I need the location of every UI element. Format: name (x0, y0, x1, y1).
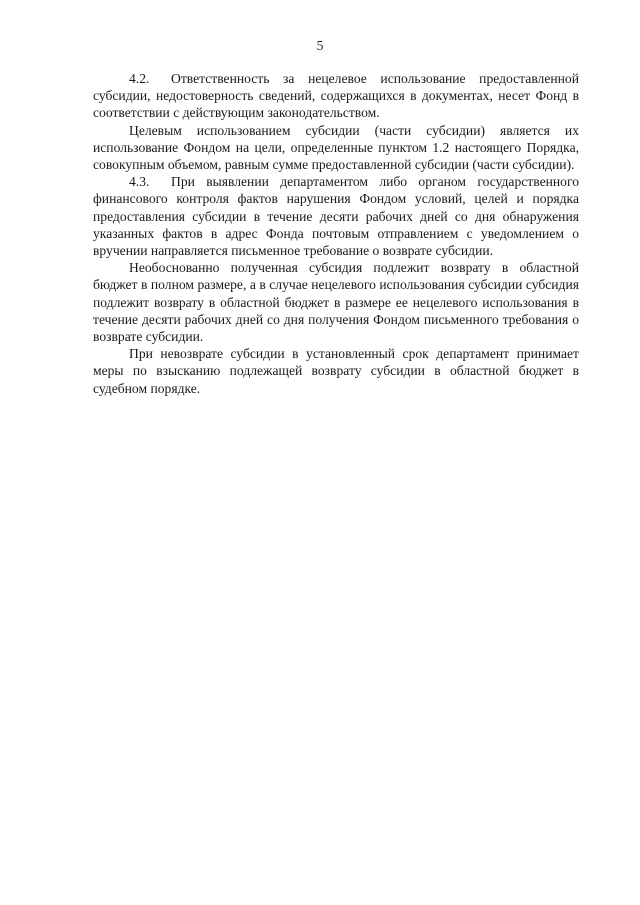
paragraph-4-2 (93, 70, 579, 122)
document-body (93, 70, 579, 397)
paragraph-text: При выявлении департаментом либо органом государственного финансового контроля фактов нарушения Фондом условий, целей и порядка предоставления субсидии в течение десяти рабочих дней со дня обнаружения указанных фактов в адрес Фонда почтовым отправлением с уведомлением о вручении направляется письменное требование о возврате субсидии. (93, 174, 579, 259)
page-number: 5 (316, 38, 324, 53)
paragraph-4-3 (93, 173, 579, 259)
paragraph-text: Необоснованно полученная субсидия подлежит возврату в областной бюджет в полном размере, а в случае нецелевого использования субсидии субсидия подлежит возврату в областной бюджет в размере ее нецелевого использования в течение десяти рабочих дней со дня получения Фондом письменного требования о возврате субсидии. (93, 260, 579, 345)
paragraph-text: Ответственность за нецелевое использование предоставленной субсидии, недостоверность сведений, содержащихся в документах, несет Фонд в соответствии с действующим законодательством. (93, 71, 579, 121)
paragraph-refund (93, 259, 579, 345)
paragraph-text: При невозврате субсидии в установленный срок департамент принимает меры по взысканию подлежащей возврату субсидии в областной бюджет в судебном порядке. (93, 346, 579, 396)
paragraph-number: 4.3. (129, 174, 150, 190)
paragraph-text: Целевым использованием субсидии (части субсидии) является их использование Фондом на цели, определенные пунктом 1.2 настоящего Порядка, совокупным объемом, равным сумме предоставленной субсидии (части субсидии). (93, 122, 579, 173)
paragraph-target-use (93, 122, 579, 174)
paragraph-number: 4.2. (129, 71, 150, 86)
paragraph-non-return (93, 345, 579, 397)
